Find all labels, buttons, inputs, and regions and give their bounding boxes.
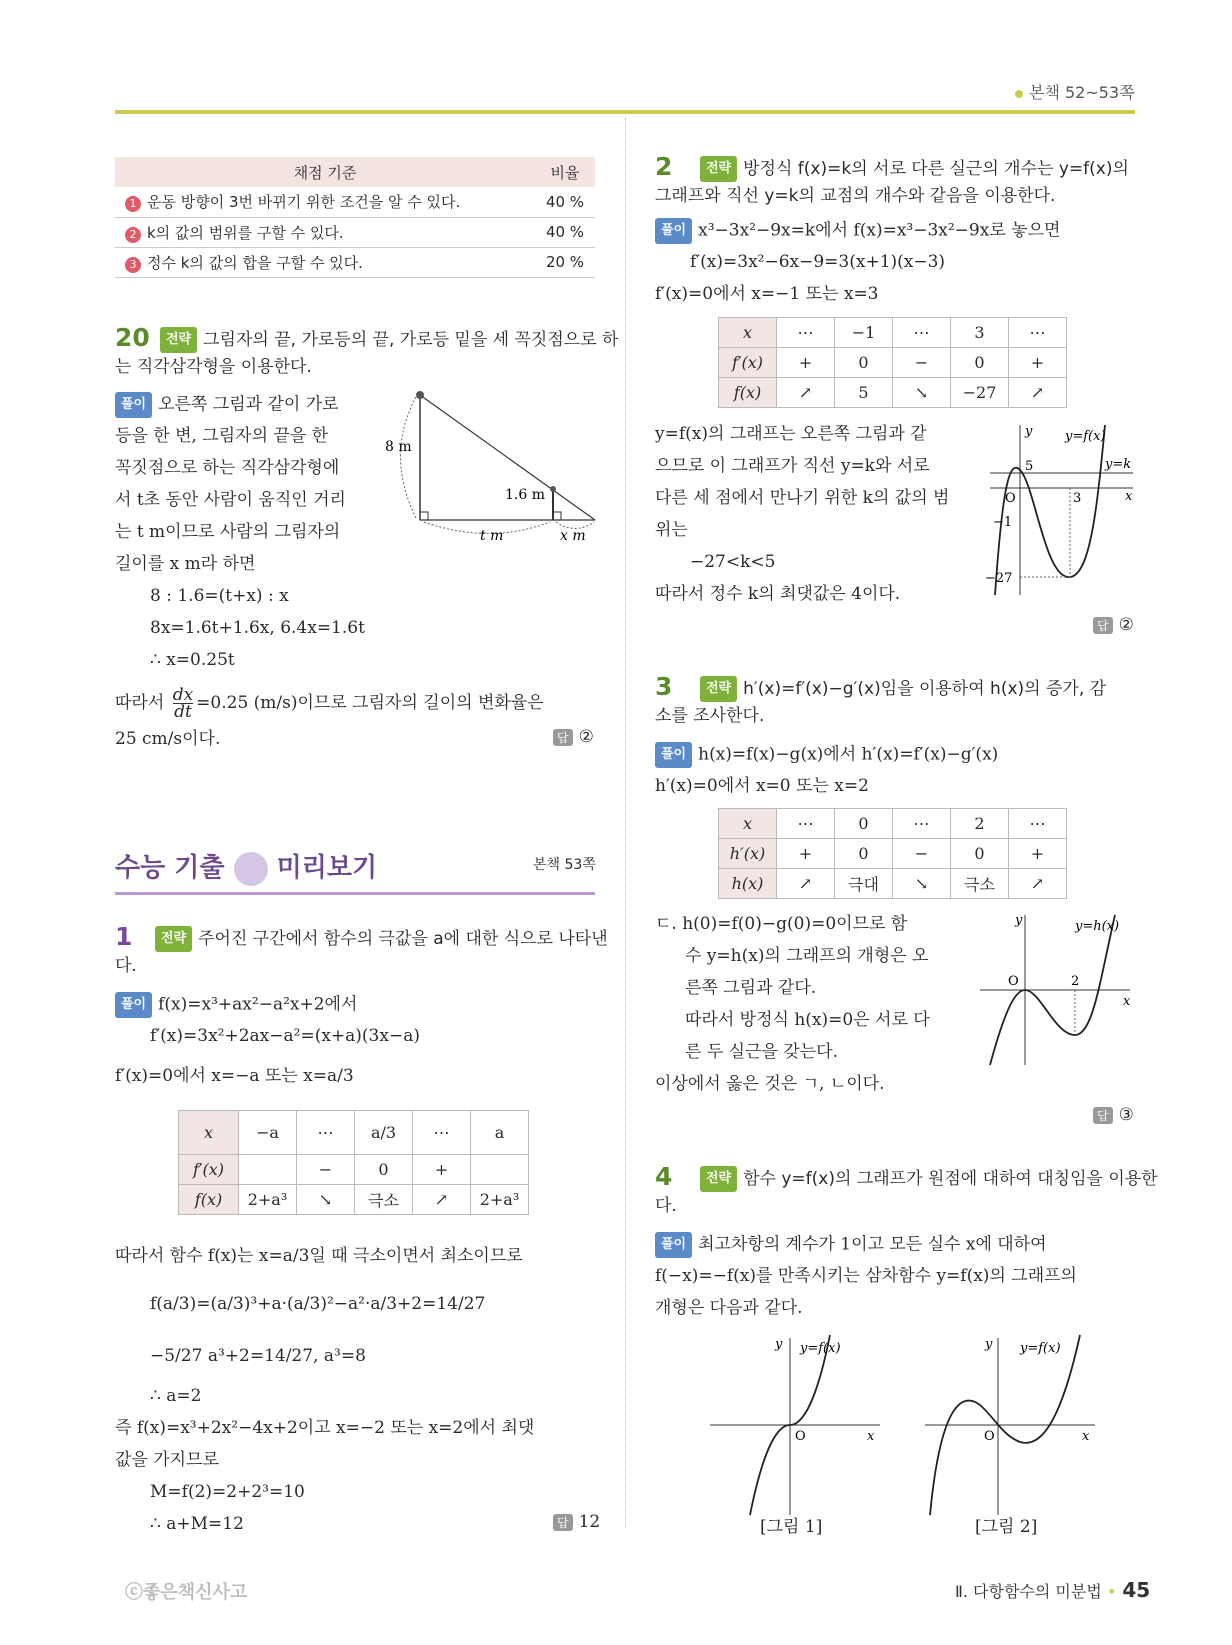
svg-text:y=f(x): y=f(x) [1020, 1341, 1061, 1356]
cubic-graph [985, 420, 1135, 600]
svg-text:t m: t m [480, 528, 504, 544]
svg-text:y=f(x): y=f(x) [800, 1341, 841, 1356]
svg-text:−27: −27 [985, 571, 1013, 586]
svg-text:5: 5 [1025, 459, 1034, 474]
answer: 답 12 [553, 1512, 600, 1532]
grading-table: 채점 기준 비율 1 운동 방향이 3번 바뀌기 위한 조건을 알 수 있다. 40 % 2 k의 값의 범위를 구할 수 있다. 40 % 3 정수 k의 값의 합을 구할 수 있다. 20 % [115, 157, 595, 278]
svg-text:x m: x m [560, 528, 586, 544]
svg-text:O: O [984, 1429, 995, 1444]
variation-table: x ⋯ −1 ⋯ 3 ⋯ f′(x) + 0 − 0 + f(x) ↗ 5 ↘ −27 ↗ [718, 317, 1067, 408]
table-row: 1 운동 방향이 3번 바뀌기 위한 조건을 알 수 있다. 40 % [115, 187, 595, 217]
table-row: 3 정수 k의 값의 합을 구할 수 있다. 20 % [115, 247, 595, 277]
figure-1-graph [705, 1330, 885, 1530]
lamp-shadow-figure [380, 385, 600, 545]
svg-text:y: y [985, 1337, 993, 1352]
svg-text:2: 2 [1071, 974, 1080, 989]
strategy: 전략 그림자의 끝, 가로등의 끝, 가로등 밑을 세 꼭짓점으로 하 [160, 327, 618, 353]
publisher-logo: ⓒ좋은책신사고 [125, 1582, 248, 1603]
h-graph [975, 910, 1135, 1070]
answer: 답 ③ [1093, 1105, 1134, 1125]
svg-text:O: O [1008, 974, 1019, 989]
page-footer: Ⅱ. 다항함수의 미분법 • 45 [955, 1578, 1151, 1602]
page-reference: 본책 52~53쪽 [1015, 80, 1135, 103]
svg-text:y: y [1025, 424, 1033, 439]
svg-text:1.6 m: 1.6 m [505, 487, 545, 503]
svg-text:x: x [1082, 1429, 1090, 1444]
section-title: 수능 기출 미리보기 [115, 847, 377, 886]
svg-text:3: 3 [1073, 491, 1082, 506]
problem-number: 20 [115, 323, 150, 352]
svg-text:y: y [775, 1337, 783, 1352]
answer: 답 ② [1093, 615, 1134, 635]
section-rule [115, 892, 595, 895]
svg-text:x: x [1125, 489, 1133, 504]
svg-text:y=f(x): y=f(x) [1065, 429, 1106, 444]
svg-text:8 m: 8 m [385, 439, 412, 455]
variation-table: x ⋯ 0 ⋯ 2 ⋯ h′(x) + 0 − 0 + h(x) ↗ 극대 ↘ 극소 ↗ [718, 808, 1067, 899]
svg-text:y: y [1015, 913, 1023, 928]
table-row: 2 k의 값의 범위를 구할 수 있다. 40 % [115, 217, 595, 247]
svg-text:O: O [795, 1429, 806, 1444]
svg-text:−1: −1 [993, 515, 1013, 530]
svg-text:y=k: y=k [1105, 457, 1132, 472]
svg-text:y=h(x): y=h(x) [1075, 919, 1120, 934]
column-divider [625, 118, 626, 1528]
variation-table: x −a ⋯ a/3 ⋯ a f′(x) − 0 + f(x) 2+a³ ↘ 극소 ↗ 2+a³ [178, 1110, 529, 1215]
svg-text:x: x [1123, 994, 1131, 1009]
svg-text:x: x [867, 1429, 875, 1444]
figure-2-graph [920, 1330, 1100, 1530]
answer: 답 ② [553, 727, 594, 747]
header-rule [115, 110, 1135, 114]
svg-text:O: O [1005, 491, 1016, 506]
